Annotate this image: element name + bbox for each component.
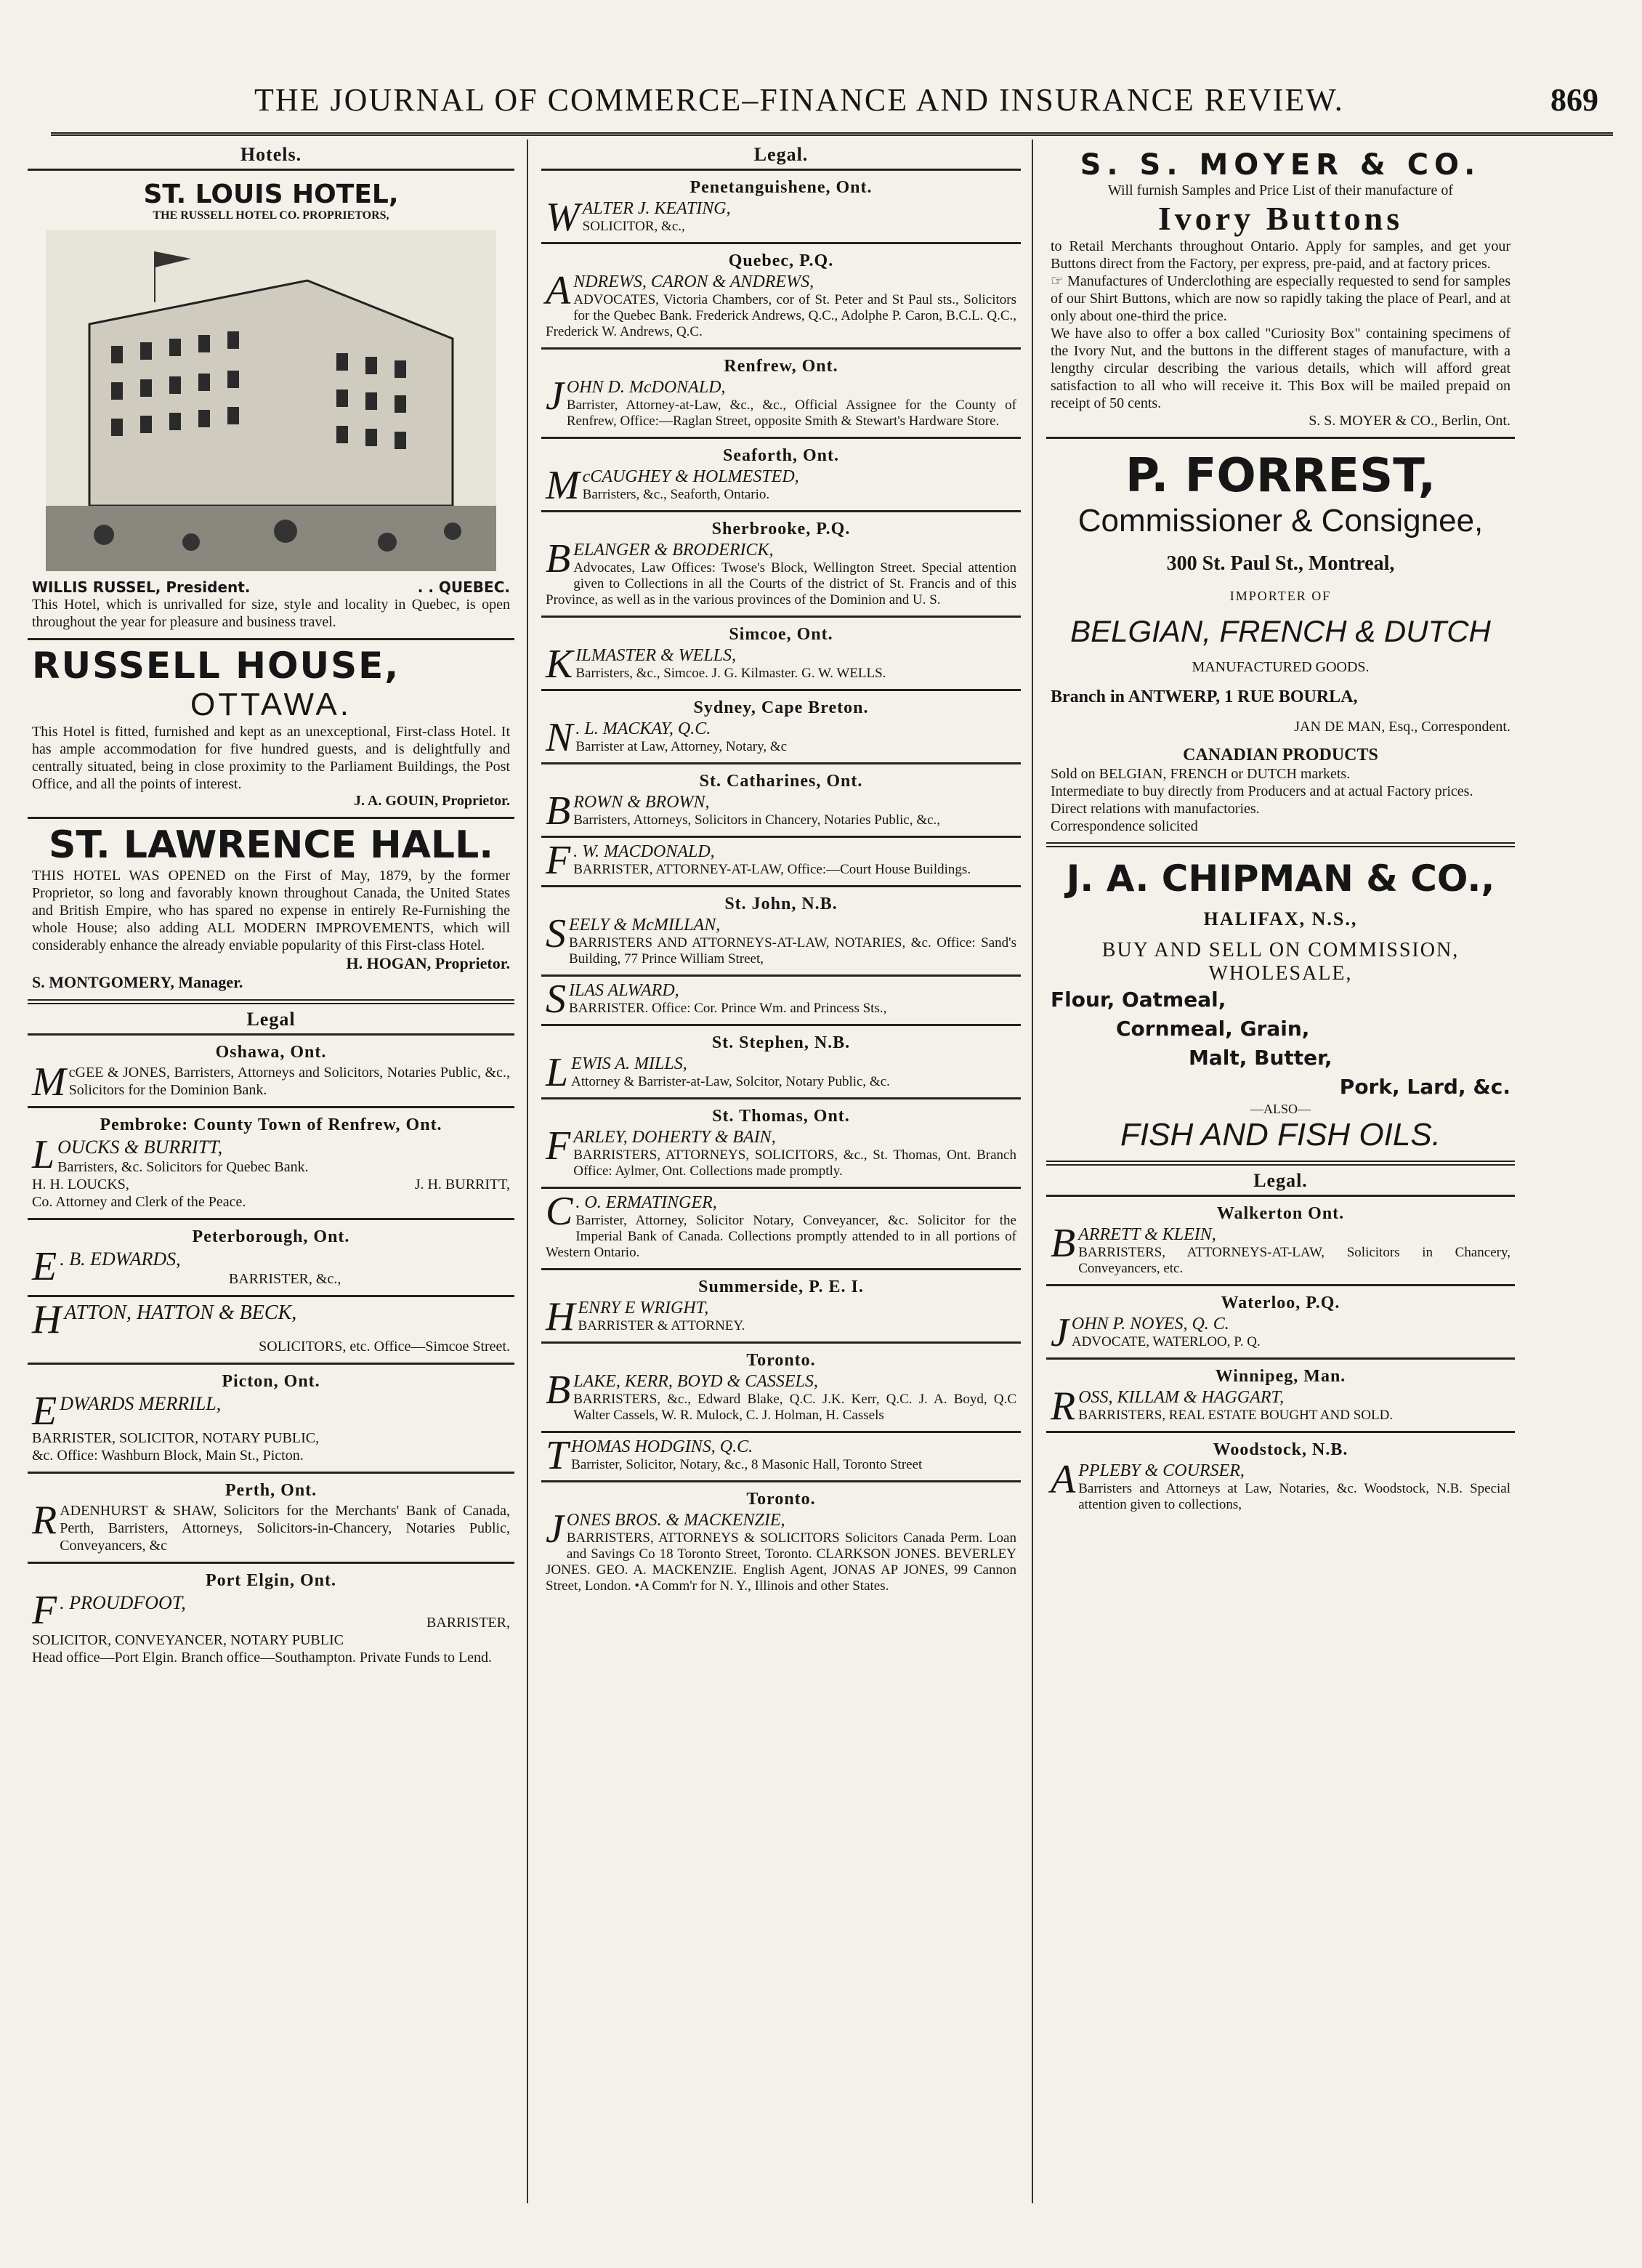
entry-text: Barrister at Law, Attorney, Notary, &c <box>575 739 788 754</box>
entry-text: BARRISTERS AND ATTORNEYS-AT-LAW, NOTARIES, &c. Office: Sand's Building, 77 Prince William Street, <box>569 935 1016 966</box>
masthead <box>44 78 1613 124</box>
ad-text: Correspondence solicited <box>1051 818 1198 834</box>
column-3 <box>1046 140 1515 2239</box>
drop-cap: M <box>546 463 580 508</box>
entry-text: BARRISTERS, ATTORNEYS-AT-LAW, Solicitors in Chancery, Conveyancers, etc. <box>1078 1245 1510 1276</box>
entry-city: Waterloo, P.Q. <box>1221 1294 1340 1312</box>
section-header-legal: Legal. <box>541 140 1021 171</box>
entry-city: Penetanguishene, Ont. <box>689 178 873 197</box>
section-header-hotels: Hotels. <box>28 140 514 171</box>
ad-st-louis-hotel <box>28 171 514 640</box>
entry-text: Barrister, Attorney, Solicitor Notary, Conveyancer, &c. Solicitor for the Imperial Bank of Canada. Collections promptly attended to in all portions of Western Ontario. <box>546 1213 1016 1260</box>
legal-entry <box>541 1099 1021 1189</box>
entry-name: LAKE, KERR, BOYD & CASSELS, <box>573 1372 818 1391</box>
legal-entry <box>541 350 1021 439</box>
entry-text: Barrister, Attorney-at-Law, &c., &c., Official Assignee for the County of Renfrew, Office:—Raglan Street, opposite Smith & Stewart's Hardware Store. <box>566 397 1016 429</box>
ad-address: 300 St. Paul St., Montreal, <box>1166 552 1395 575</box>
legal-entry <box>28 1036 514 1108</box>
entry-text: Attorney & Barrister-at-Law, Solcitor, Notary Public, &c. <box>571 1074 890 1089</box>
drop-cap: M <box>32 1060 66 1105</box>
legal-entry <box>541 691 1021 764</box>
entry-name: ARRETT & KLEIN, <box>1078 1225 1216 1244</box>
legal-entry <box>28 1474 514 1564</box>
entry-text: Co. Attorney and Clerk of the Peace. <box>32 1194 246 1210</box>
drop-cap: L <box>546 1050 569 1095</box>
entry-city: Pembroke: County Town of Renfrew, Ont. <box>100 1115 442 1134</box>
entry-text: BARRISTER. Office: Cor. Prince Wm. and Princess Sts., <box>569 1001 887 1016</box>
entry-text: ADENHURST & SHAW, Solicitors for the Merchants' Bank of Canada, Perth, Barristers, Attorneys, Solicitors-in-Chancery, Notaries Public, Conveyancers, &c <box>60 1503 510 1554</box>
drop-cap: N <box>546 715 573 760</box>
entry-text: Barrister, Solicitor, Notary, &c., 8 Masonic Hall, Toronto Street <box>571 1457 923 1472</box>
column-1 <box>28 140 514 2239</box>
legal-entry <box>541 512 1021 618</box>
ad-text: THIS HOTEL WAS OPENED on the First of May, 1879, by the former Proprietor, so long and favorably known throughout Canada, the United States and British Empire, who has spared no expense in entirely Re-Furnishing the whole House; also adding ALL MODERN IMPROVEMENTS, which will considerably enhance the already enviable popularity of this First-class Hotel. <box>32 868 510 953</box>
entry-name: . L. MACKAY, Q.C. <box>575 719 711 738</box>
column-2 <box>541 140 1021 2239</box>
entry-text: BARRISTER & ATTORNEY. <box>578 1318 745 1333</box>
section-header-legal: Legal. <box>1046 1166 1515 1197</box>
entry-text: Barristers, Attorneys, Solicitors in Chancery, Notaries Public, &c., <box>573 812 941 828</box>
entry-city: St. John, N.B. <box>724 895 838 913</box>
partner-left: H. H. LOUCKS, <box>32 1177 129 1192</box>
entry-city: Sherbrooke, P.Q. <box>711 520 851 538</box>
legal-entry <box>541 1189 1021 1270</box>
legal-entry <box>28 1365 514 1474</box>
entry-name: NDREWS, CARON & ANDREWS, <box>573 273 814 291</box>
drop-cap: B <box>1051 1221 1076 1266</box>
entry-name: . W. MACDONALD, <box>573 842 715 861</box>
ad-title: ST. LAWRENCE HALL. <box>49 823 493 867</box>
entry-text: ADVOCATES, Victoria Chambers, cor of St. Peter and St Paul sts., Solicitors for the Quebec Bank. Frederick Andrews, Q.C., Adolphe P. Caron, B.C.L. Q.C., Frederick W. Andrews, Q.C. <box>546 292 1016 339</box>
proprietor: J. A. GOUIN, Proprietor. <box>354 793 510 809</box>
ad-role: Commissioner & Consignee, <box>1077 503 1484 538</box>
entry-name: DWARDS MERRILL, <box>60 1393 222 1414</box>
entry-text: Barristers and Attorneys at Law, Notaries, &c. Woodstock, N.B. Special attention given to collections, <box>1078 1481 1510 1512</box>
ad-text: Sold on BELGIAN, FRENCH or DUTCH markets. <box>1051 766 1351 782</box>
legal-entry <box>541 171 1021 244</box>
drop-cap: E <box>32 1244 57 1289</box>
entry-text: Barristers, &c., Seaforth, Ontario. <box>582 487 770 502</box>
entry-city: St. Thomas, Ont. <box>712 1107 850 1126</box>
legal-entry <box>541 618 1021 691</box>
ad-subtitle: THE RUSSELL HOTEL CO. PROPRIETORS, <box>153 209 389 222</box>
legal-list <box>1046 1197 1515 1520</box>
page-number: 869 <box>1550 82 1598 118</box>
journal-title: THE JOURNAL OF COMMERCE–FINANCE AND INSURANCE REVIEW. <box>254 82 1344 118</box>
ad-fish: FISH AND FISH OILS. <box>1120 1117 1441 1153</box>
ad-title: S. S. MOYER & CO. <box>1080 148 1481 182</box>
entry-city: Sydney, Cape Breton. <box>693 698 869 717</box>
entry-name: OUCKS & BURRITT, <box>57 1137 223 1158</box>
drop-cap: B <box>546 788 571 834</box>
entry-city: Perth, Ont. <box>225 1481 318 1500</box>
entry-name: . B. EDWARDS, <box>60 1248 181 1270</box>
drop-cap: L <box>32 1132 55 1177</box>
entry-name: ARLEY, DOHERTY & BAIN, <box>573 1128 776 1147</box>
entry-text: Barristers, &c. Solicitors for Quebec Bank. <box>57 1159 309 1175</box>
legal-entry <box>1046 1360 1515 1433</box>
legal-entry <box>541 838 1021 887</box>
ad-title: RUSSELL HOUSE, <box>32 645 400 687</box>
president: WILLIS RUSSEL, President. <box>32 578 251 596</box>
goods-line: Flour, Oatmeal, <box>1051 988 1226 1012</box>
entry-city: St. Stephen, N.B. <box>711 1033 851 1052</box>
goods-line: Pork, Lard, &c. <box>1339 1075 1510 1099</box>
drop-cap: F <box>32 1588 57 1633</box>
entry-text: BARRISTER, &c., <box>228 1271 341 1287</box>
entry-text: SOLICITOR, &c., <box>582 219 685 234</box>
goods-line: Malt, Butter, <box>1189 1046 1332 1070</box>
entry-name: ILAS ALWARD, <box>569 981 679 1000</box>
ad-branch: Branch in ANTWERP, 1 RUE BOURLA, <box>1051 687 1358 706</box>
entry-name: ILMASTER & WELLS, <box>575 646 737 665</box>
ad-sign: S. S. MOYER & CO., Berlin, Ont. <box>1309 413 1510 429</box>
legal-entry <box>541 439 1021 512</box>
ad-forrest <box>1046 439 1515 847</box>
entry-city: Oshawa, Ont. <box>215 1043 327 1062</box>
drop-cap: S <box>546 977 566 1022</box>
ad-moyer <box>1046 140 1515 439</box>
ad-line: BUY AND SELL ON COMMISSION, <box>1101 939 1460 961</box>
drop-cap: K <box>546 642 573 687</box>
ad-chipman <box>1046 847 1515 1166</box>
section-header-legal: Legal <box>28 1004 514 1036</box>
legal-entry <box>1046 1433 1515 1520</box>
entry-city: Seaforth, Ont. <box>723 446 839 465</box>
entry-name: ELANGER & BRODERICK, <box>573 541 774 560</box>
ad-title: P. FORREST, <box>1125 449 1436 503</box>
legal-entry <box>541 1344 1021 1433</box>
goods-line: Cornmeal, Grain, <box>1116 1017 1310 1041</box>
entry-name: . PROUDFOOT, <box>60 1592 186 1613</box>
ad-importer: IMPORTER OF <box>1229 589 1332 603</box>
entry-text: Advocates, Law Offices: Twose's Block, Wellington Street. Special attention given to Collections in all the Courts of the district of St. Francis and of this Province, as well as in the various provinces of the Dominion and U. S. <box>546 560 1016 608</box>
legal-entry <box>541 1482 1021 1602</box>
entry-text: BARRISTERS, ATTORNEYS & SOLICITORS Solicitors Canada Perm. Loan and Savings Co 18 Toronto Street, Toronto. CLARKSON JONES. BEVERLEY JONES. GEO. A. MACKENZIE. English Agent, JONAS AP JONES, 99 Cannon Street, London. •A Comm'r for N. Y., Illinois and other States. <box>546 1530 1016 1594</box>
legal-entry <box>28 1108 514 1220</box>
drop-cap: S <box>546 911 566 956</box>
legal-entry <box>541 1270 1021 1344</box>
entry-name: cCAUGHEY & HOLMESTED, <box>582 467 799 486</box>
legal-list <box>541 171 1021 1602</box>
legal-entry <box>541 977 1021 1026</box>
entry-city: Walkerton Ont. <box>1216 1204 1345 1223</box>
entry-city: Toronto. <box>746 1490 816 1509</box>
entry-name: EWIS A. MILLS, <box>571 1054 687 1073</box>
drop-cap: T <box>546 1433 569 1478</box>
proprietor: H. HOGAN, Proprietor. <box>346 954 510 972</box>
ad-text: Intermediate to buy directly from Producers and at actual Factory prices. <box>1051 783 1473 799</box>
ad-city: OTTAWA. <box>190 687 352 722</box>
entry-city: Woodstock, N.B. <box>1213 1440 1348 1459</box>
drop-cap: B <box>546 1368 571 1413</box>
entry-name: HOMAS HODGINS, Q.C. <box>571 1437 753 1456</box>
entry-text: &c. Office: Washburn Block, Main St., Picton. <box>32 1448 304 1464</box>
entry-name: ROWN & BROWN, <box>573 793 710 812</box>
entry-text: SOLICITOR, CONVEYANCER, NOTARY PUBLIC <box>32 1632 344 1648</box>
legal-entry <box>28 1297 514 1365</box>
drop-cap: C <box>546 1189 573 1234</box>
entry-city: St. Catharines, Ont. <box>699 772 863 791</box>
entry-text: BARRISTER, ATTORNEY-AT-LAW, Office:—Court House Buildings. <box>573 862 971 877</box>
entry-name: ALTER J. KEATING, <box>582 199 731 218</box>
ad-correspondent: JAN DE MAN, Esq., Correspondent. <box>1294 719 1510 735</box>
drop-cap: J <box>1051 1310 1069 1355</box>
entry-text: Barristers, &c., Simcoe. J. G. Kilmaster. G. W. WELLS. <box>575 666 886 681</box>
drop-cap: H <box>546 1294 575 1339</box>
ad-title: J. A. CHIPMAN & CO., <box>1066 857 1495 900</box>
drop-cap: B <box>546 536 571 581</box>
ad-also: —ALSO— <box>1250 1102 1311 1116</box>
manager: S. MONTGOMERY, Manager. <box>32 973 243 991</box>
legal-entry <box>1046 1286 1515 1360</box>
entry-name: OHN D. McDONALD, <box>566 378 726 397</box>
city: . . QUEBEC. <box>417 578 510 596</box>
entry-name: ATTON, HATTON & BECK, <box>64 1302 297 1324</box>
entry-name: OHN P. NOYES, Q. C. <box>1071 1315 1229 1333</box>
entry-text: BARRISTER, <box>426 1615 510 1631</box>
entry-city: Port Elgin, Ont. <box>205 1571 336 1590</box>
entry-city: Renfrew, Ont. <box>724 357 838 376</box>
ad-text: This Hotel, which is unrivalled for size, style and locality in Quebec, is open throughout the year for pleasure and business travel. <box>32 597 510 630</box>
legal-entry <box>28 1564 514 1674</box>
legal-entry <box>541 764 1021 838</box>
entry-city: Picton, Ont. <box>222 1372 320 1391</box>
drop-cap: F <box>546 838 571 883</box>
drop-cap: F <box>546 1123 571 1169</box>
ad-text: We have also to offer a box called "Curiosity Box" containing specimens of the Ivory Nut, and the buttons in the different stages of manufacture, with a lengthy circular describing the various details, which will afford great satisfaction to all who will receive it. This Box will be mailed prepaid on receipt of 50 cents. <box>1051 326 1510 411</box>
drop-cap: J <box>546 1506 564 1551</box>
entry-text: Head office—Port Elgin. Branch office—Southampton. Private Funds to Lend. <box>32 1650 493 1666</box>
ad-title: ST. LOUIS HOTEL, <box>143 179 399 209</box>
ad-product: Ivory Buttons <box>1157 200 1404 237</box>
legal-entry <box>1046 1197 1515 1286</box>
drop-cap: W <box>546 195 580 240</box>
entry-text: BARRISTERS, ATTORNEYS, SOLICITORS, &c., St. Thomas, Ont. Branch Office: Aylmer, Ont. Collections made promptly. <box>573 1147 1016 1179</box>
drop-cap: R <box>1051 1384 1076 1429</box>
ad-canadian-products: CANADIAN PRODUCTS <box>1183 746 1378 764</box>
entry-text: ADVOCATE, WATERLOO, P. Q. <box>1071 1334 1261 1349</box>
drop-cap: A <box>1051 1457 1076 1502</box>
entry-name: . O. ERMATINGER, <box>575 1193 717 1212</box>
ad-st-lawrence-hall <box>28 819 514 1004</box>
entry-name: ENRY E WRIGHT, <box>578 1299 709 1317</box>
ad-text: to Retail Merchants throughout Ontario. Apply for samples, and get your Buttons direct from the Factory, per express, pre-paid, and at factory prices. <box>1051 238 1510 272</box>
entry-name: PPLEBY & COURSER, <box>1078 1461 1245 1480</box>
ad-city: HALIFAX, N.S., <box>1203 908 1358 929</box>
drop-cap: E <box>32 1389 57 1434</box>
drop-cap: A <box>546 268 571 313</box>
ad-goods: BELGIAN, FRENCH & DUTCH <box>1070 614 1491 648</box>
ad-russell-house <box>28 640 514 819</box>
entry-name: OSS, KILLAM & HAGGART, <box>1078 1388 1285 1407</box>
entry-city: Toronto. <box>746 1351 816 1370</box>
entry-city: Quebec, P.Q. <box>728 251 834 270</box>
ad-text: Direct relations with manufactories. <box>1051 801 1260 817</box>
entry-city: Peterborough, Ont. <box>192 1227 350 1246</box>
column-divider <box>527 140 528 2203</box>
legal-entry <box>28 1220 514 1297</box>
ad-text: ☞ Manufactures of Underclothing are especially requested to send for samples of our Shirt Buttons, which are now so rapidly taking the place of Pearl, and at only about one-third the price. <box>1051 273 1510 324</box>
entry-text: BARRISTER, SOLICITOR, NOTARY PUBLIC, <box>32 1430 320 1446</box>
legal-entry <box>541 1433 1021 1482</box>
legal-entry <box>541 887 1021 977</box>
entry-city: Summerside, P. E. I. <box>698 1278 864 1296</box>
entry-name: ONES BROS. & MACKENZIE, <box>566 1511 785 1530</box>
masthead-rule <box>51 132 1613 136</box>
ad-line: WHOLESALE, <box>1208 962 1353 985</box>
entry-text: BARRISTERS, REAL ESTATE BOUGHT AND SOLD. <box>1078 1408 1394 1423</box>
ad-mfd: MANUFACTURED GOODS. <box>1192 659 1370 675</box>
legal-entry <box>541 1026 1021 1099</box>
ad-text: This Hotel is fitted, furnished and kept as an unexceptional, First-class Hotel. It has ample accommodation for five hundred guests, and is delightfully and centrally situated, being in close proximity to the Parliament Buildings, the Post Office, and all the points of interest. <box>32 724 510 792</box>
entry-name: EELY & McMILLAN, <box>569 916 721 935</box>
drop-cap: J <box>546 374 564 419</box>
entry-city: Winnipeg, Man. <box>1215 1367 1346 1386</box>
drop-cap: R <box>32 1498 57 1543</box>
drop-cap: H <box>32 1297 62 1342</box>
ad-subtitle: Will furnish Samples and Price List of their manufacture of <box>1107 182 1454 198</box>
entry-text: cGEE & JONES, Barristers, Attorneys and Solicitors, Notaries Public, &c., Solicitors for the Dominion Bank. <box>68 1065 510 1098</box>
legal-entry <box>541 244 1021 350</box>
hotel-engraving <box>46 230 496 571</box>
column-divider <box>1032 140 1033 2203</box>
partner-right: J. H. BURRITT, <box>414 1177 510 1192</box>
entry-text: BARRISTERS, &c., Edward Blake, Q.C. J.K. Kerr, Q.C. J. A. Boyd, Q.C Walter Cassels, W. R. Mulock, C. J. Holman, H. Cassels <box>573 1392 1016 1423</box>
entry-city: Simcoe, Ont. <box>729 625 833 644</box>
entry-text: SOLICITORS, etc. Office—Simcoe Street. <box>259 1339 510 1355</box>
